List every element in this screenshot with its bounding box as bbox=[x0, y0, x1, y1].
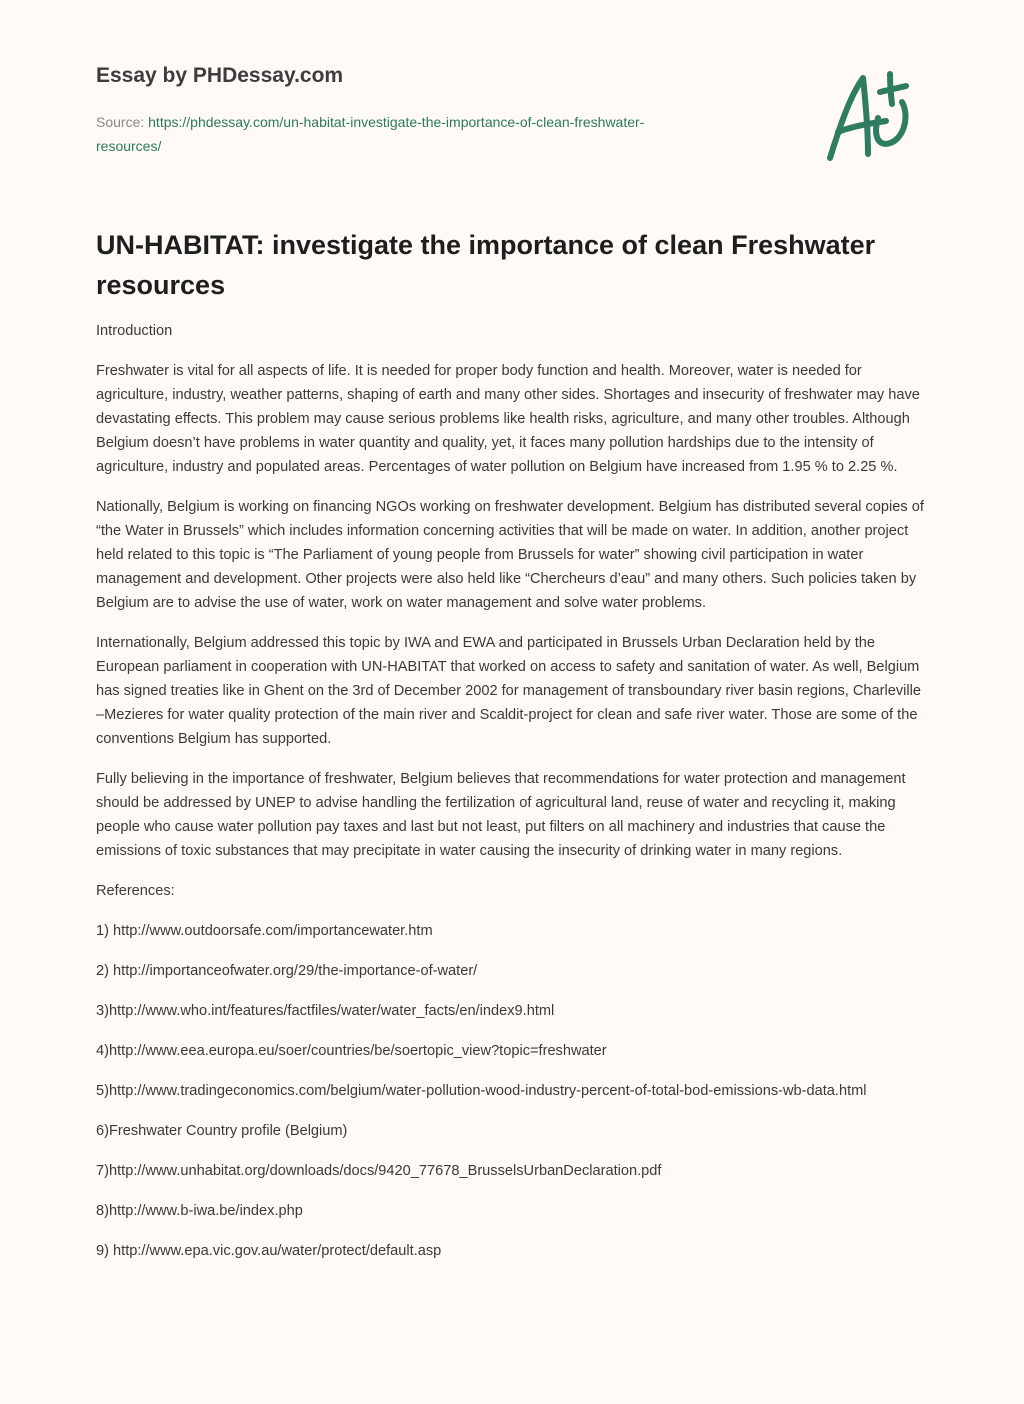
paragraph: Internationally, Belgium addressed this topic by IWA and EWA and participated in Brussels Urban Declaration held by the European parliament in cooperation with UN-HABITAT that worked on access to safety and sanitation of water. As well, Belgium has signed treaties like in Ghent on the 3rd of December 2002 for management of transboundary river basin regions, Charleville –Mezieres for water quality protection of the main river and Scaldit-project for clean and safe river water. Those are some of the conventions Belgium has supported. bbox=[96, 635, 922, 747]
reference-item: 7)http://www.unhabitat.org/downloads/docs/9420_77678_BrusselsUrbanDeclaration.pdf bbox=[96, 1163, 662, 1179]
a-plus-logo-icon bbox=[818, 66, 928, 166]
article bbox=[96, 225, 931, 1279]
source-link[interactable]: https://phdessay.com/un-habitat-investigate-the-importance-of-clean-freshwater-resources/ bbox=[96, 114, 645, 154]
reference-item: 6)Freshwater Country profile (Belgium) bbox=[96, 1123, 348, 1139]
reference-item: 3)http://www.who.int/features/factfiles/water/water_facts/en/index9.html bbox=[96, 1003, 555, 1019]
reference-item: 9) http://www.epa.vic.gov.au/water/protect/default.asp bbox=[96, 1243, 442, 1259]
article-title: UN-HABITAT: investigate the importance of clean Freshwater resources bbox=[96, 230, 876, 300]
reference-item: 5)http://www.tradingeconomics.com/belgium/water-pollution-wood-industry-percent-of-total-bod-emissions-wb-data.html bbox=[96, 1083, 867, 1099]
source-line bbox=[96, 110, 696, 158]
reference-item: 4)http://www.eea.europa.eu/soer/countries/be/soertopic_view?topic=freshwater bbox=[96, 1043, 607, 1059]
source-label: Source: bbox=[96, 114, 145, 130]
reference-item: 8)http://www.b-iwa.be/index.php bbox=[96, 1203, 303, 1219]
site-brand: Essay by PHDessay.com bbox=[96, 64, 344, 87]
paragraph: Freshwater is vital for all aspects of life. It is needed for proper body function and health. Moreover, water is needed for agriculture, industry, weather patterns, shaping of earth and many other sides. Shortages and insecurity of freshwater may have devastating effects. This problem may cause serious problems like health risks, agriculture, and many other troubles. Although Belgium doesn’t have problems in water quantity and quality, yet, it faces many pollution hardships due to the intensity of agriculture, industry and populated areas. Percentages of water pollution on Belgium have increased from 1.95 % to 2.25 %. bbox=[96, 363, 920, 475]
references-heading: References: bbox=[96, 883, 175, 899]
reference-item: 2) http://importanceofwater.org/29/the-importance-of-water/ bbox=[96, 963, 478, 979]
reference-item: 1) http://www.outdoorsafe.com/importancewater.htm bbox=[96, 923, 433, 939]
section-heading-introduction: Introduction bbox=[96, 323, 173, 339]
paragraph: Nationally, Belgium is working on financing NGOs working on freshwater development. Belgium has distributed several copies of “the Water in Brussels” which includes information concerning activities that will be made on water. In addition, another project held related to this topic is “The Parliament of young people from Brussels for water” showing civil participation in water management and development. Other projects were also held like “Chercheurs d’eau” and many others. Such policies taken by Belgium are to advise the use of water, work on water management and solve water problems. bbox=[96, 499, 924, 611]
paragraph: Fully believing in the importance of freshwater, Belgium believes that recommendations for water protection and management should be addressed by UNEP to advise handling the fertilization of agricultural land, reuse of water and recycling it, making people who cause water pollution pay taxes and last but not least, put filters on all machinery and industries that cause the emissions of toxic substances that may precipitate in water causing the insecurity of drinking water in many regions. bbox=[96, 771, 906, 859]
